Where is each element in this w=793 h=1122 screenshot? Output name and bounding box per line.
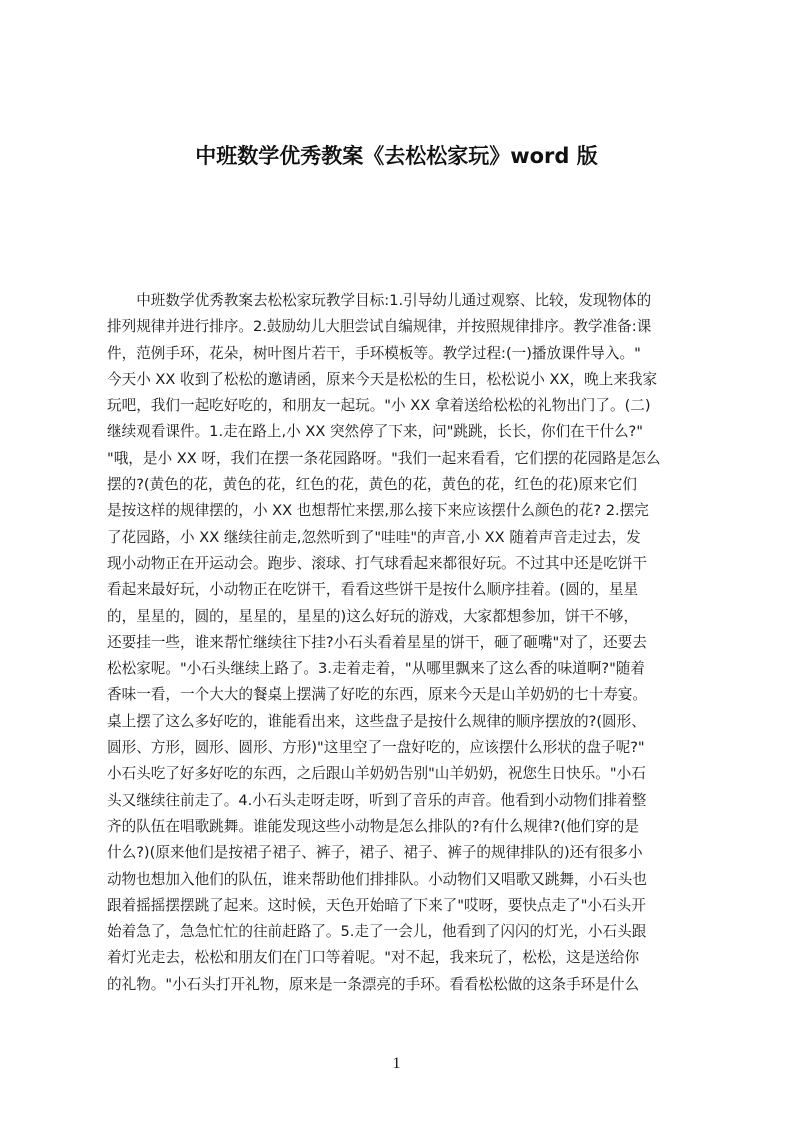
text-line: 桌上摆了这么多好吃的，谁能看出来，这些盘子是按什么规律的顺序摆放的?(圆形、	[107, 712, 646, 730]
text-line: 现小动物正在开运动会。跑步、滚球、打气球看起来都很好玩。不过其中还是吃饼干	[107, 554, 647, 572]
text-line: 什么?)(原来他们是按裙子裙子、裤子，裙子、裙子、裤子的规律排队的)还有很多小	[107, 844, 643, 862]
text-line: "哦，是小 XX 呀，我们在摆一条花园路呀。"我们一起来看看，它们摆的花园路是怎么	[107, 449, 661, 467]
text-line: 圆形、方形，圆形、圆形、方形)"这里空了一盘好吃的，应该摆什么形状的盘子呢?"	[107, 739, 645, 757]
text-line: 着灯光走去，松松和朋友们在门口等着呢。"对不起，我来玩了，松松，这是送给你	[107, 949, 640, 967]
text-line: 还要挂一些，谁来帮忙继续往下挂?小石头看着星星的饼干，砸了砸嘴"对了，还要去	[107, 633, 647, 651]
text-line: 今天小 XX 收到了松松的邀请函，原来今天是松松的生日，松松说小 XX，晚上来我家	[107, 370, 658, 388]
text-line: 的礼物。"小石头打开礼物，原来是一条漂亮的手环。看看松松做的这条手环是什么	[107, 975, 640, 993]
text-line: 件，范例手环，花朵，树叶图片若干，手环模板等。教学过程:(一)播放课件导入。"	[107, 344, 641, 362]
text-line: 齐的队伍在唱歌跳舞。谁能发现这些小动物是怎么排队的?有什么规律?(他们穿的是	[107, 817, 639, 835]
text-line: 动物也想加入他们的队伍，谁来帮助他们排排队。小动物们又唱歌又跳舞，小石头也	[107, 870, 647, 888]
text-line: 是按这样的规律摆的，小 XX 也想帮忙来摆,那么接下来应该摆什么颜色的花? 2.摆完	[107, 502, 649, 520]
text-line: 头又继续往前走了。4.小石头走呀走呀，听到了音乐的声音。他看到小动物们排着整	[107, 791, 647, 809]
text-line: 继续观看课件。1.走在路上,小 XX 突然停了下来，问"跳跳，长长，你们在干什么?"	[107, 423, 644, 441]
text-line: 了花园路，小 XX 继续往前走,忽然听到了"哇哇"的声音,小 XX 随着声音走过去，发	[107, 528, 641, 546]
page-title: 中班数学优秀教案《去松松家玩》word 版	[195, 144, 598, 168]
text-line: 看起来最好玩，小动物正在吃饼干，看看这些饼干是按什么顺序挂着。(圆的，星星	[107, 581, 639, 599]
page-number: 1	[392, 1055, 401, 1072]
text-line: 玩吧，我们一起吃好吃的，和朋友一起玩。"小 XX 拿着送给松松的礼物出门了。(二)	[107, 397, 651, 415]
text-line: 摆的?(黄色的花，黄色的花，红色的花，黄色的花，黄色的花，红色的花)原来它们	[107, 476, 637, 494]
text-line: 松松家呢。"小石头继续上路了。3.走着走着，"从哪里飘来了这么香的味道啊?"随着	[107, 660, 645, 678]
text-line: 始着急了，急急忙忙的往前赶路了。5.走了一会儿，他看到了闪闪的灯光，小石头跟	[107, 923, 647, 941]
text-line: 排列规律并进行排序。2.鼓励幼儿大胆尝试自编规律，并按照规律排序。教学准备:课	[107, 318, 652, 336]
text-line: 中班数学优秀教案去松松家玩教学目标:1.引导幼儿通过观察、比较，发现物体的	[107, 292, 652, 309]
text-line: 香味一看，一个大大的餐桌上摆满了好吃的东西，原来今天是山羊奶奶的七十寿宴。	[107, 686, 647, 704]
text-line: 的，星星的，圆的，星星的，星星的)这么好玩的游戏，大家都想参加，饼干不够，	[107, 607, 639, 625]
body-text	[107, 288, 698, 998]
text-line: 跟着摇摇摆摆跳了起来。这时候，天色开始暗了下来了"哎呀，要快点走了"小石头开	[107, 896, 646, 914]
text-line: 小石头吃了好多好吃的东西，之后跟山羊奶奶告别"山羊奶奶，祝您生日快乐。"小石	[107, 765, 646, 783]
